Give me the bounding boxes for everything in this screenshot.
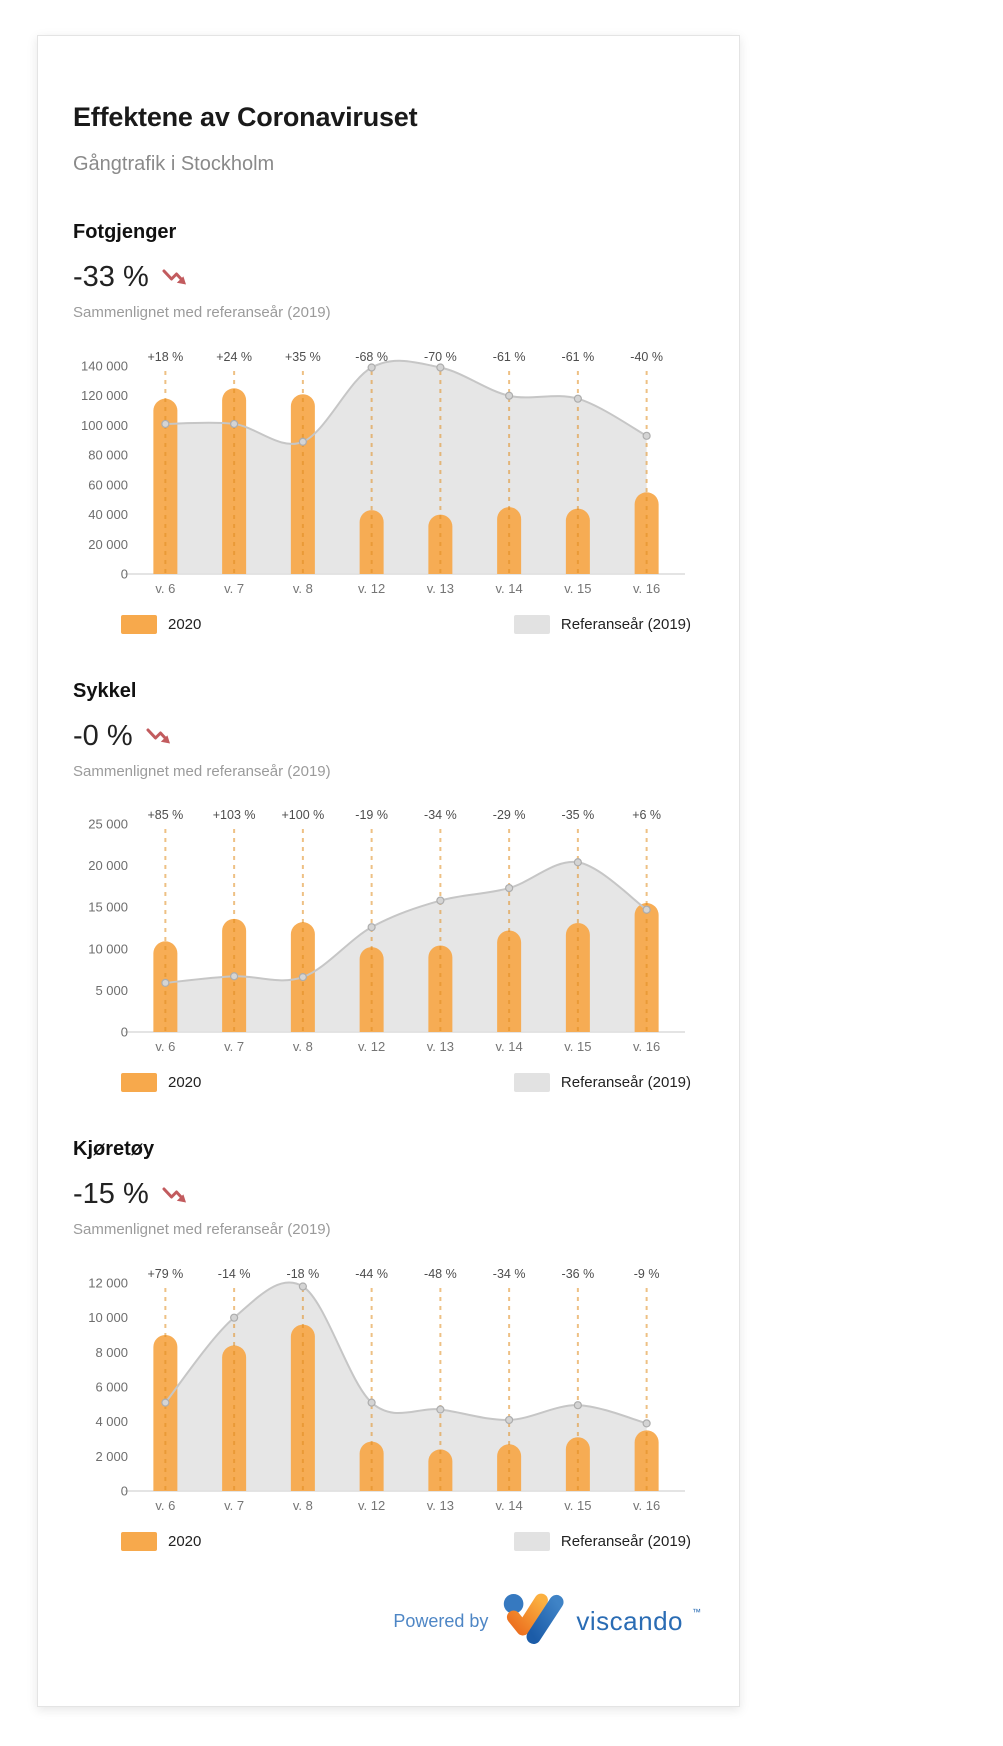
x-axis-label: v. 12 <box>358 1039 386 1055</box>
legend-label-reference: Referanseår (2019) <box>560 1532 691 1550</box>
x-axis-label: v. 12 <box>358 580 386 596</box>
legend-item-2020 <box>121 1073 201 1092</box>
reference-point[interactable] <box>368 1399 375 1406</box>
viscando-wordmark: viscando <box>576 1605 683 1636</box>
bar-2020[interactable] <box>360 1442 384 1491</box>
pct-change-label: -61 % <box>492 349 526 364</box>
pct-change-label: +79 % <box>147 1266 184 1281</box>
legend-item-reference <box>514 1073 691 1092</box>
section-heading: Kjøretøy <box>73 1138 155 1161</box>
reference-point[interactable] <box>162 980 169 987</box>
reference-point[interactable] <box>574 1402 581 1409</box>
section-heading: Fotgjenger <box>73 221 177 244</box>
change-row <box>73 721 705 753</box>
legend-swatch-2020 <box>121 615 157 634</box>
reference-point[interactable] <box>643 1420 650 1427</box>
legend-swatch-reference <box>514 1073 550 1092</box>
legend-swatch-reference <box>514 1532 550 1551</box>
trend-down-icon <box>145 725 172 748</box>
y-axis-label: 10 000 <box>88 1310 128 1326</box>
reference-point[interactable] <box>437 1406 444 1413</box>
x-axis-label: v. 6 <box>155 1039 176 1055</box>
pct-change-label: +24 % <box>216 349 253 364</box>
section-sykkel <box>73 680 705 1093</box>
y-axis-label: 6 000 <box>95 1379 128 1395</box>
Sykkel-plot <box>73 799 693 1059</box>
pct-change-label: -34 % <box>492 1266 526 1281</box>
pct-change-label: -18 % <box>286 1266 320 1281</box>
pct-change-label: +18 % <box>147 349 184 364</box>
legend <box>121 1532 691 1551</box>
x-axis-label: v. 16 <box>633 1039 661 1055</box>
pct-change-label: -36 % <box>561 1266 595 1281</box>
reference-point[interactable] <box>506 392 513 399</box>
pct-change-label: -44 % <box>355 1266 388 1281</box>
pct-change-label: +6 % <box>632 808 662 823</box>
pct-change-label: +100 % <box>281 808 325 823</box>
legend-label-2020: 2020 <box>168 615 202 633</box>
change-value: -33 % <box>73 261 149 294</box>
Kjøretøy-plot <box>73 1258 693 1518</box>
pct-change-label: -68 % <box>355 349 388 364</box>
bar-2020[interactable] <box>497 931 521 1033</box>
legend-item-2020 <box>121 615 201 634</box>
change-value: -0 % <box>73 719 133 752</box>
y-axis-label: 15 000 <box>88 900 128 916</box>
reference-point[interactable] <box>368 364 375 371</box>
y-axis-label: 8 000 <box>95 1344 128 1360</box>
viscando-logo <box>502 1591 568 1652</box>
viscando-brand-link[interactable] <box>502 1591 701 1652</box>
reference-point[interactable] <box>368 924 375 931</box>
y-axis-label: 5 000 <box>95 983 128 999</box>
reference-point[interactable] <box>299 1283 306 1290</box>
footer <box>73 1591 705 1652</box>
x-axis-label: v. 16 <box>633 580 661 596</box>
reference-point[interactable] <box>231 973 238 980</box>
x-axis-label: v. 13 <box>426 1039 454 1055</box>
kjoretoy-chart <box>73 1258 705 1518</box>
x-axis-label: v. 7 <box>224 1039 245 1055</box>
pct-change-label: +103 % <box>212 808 256 823</box>
legend-item-2020 <box>121 1532 201 1551</box>
legend-item-reference <box>514 1532 691 1551</box>
pct-change-label: -40 % <box>630 349 663 364</box>
bar-2020[interactable] <box>291 394 315 574</box>
pct-change-label: -29 % <box>492 808 526 823</box>
x-axis-label: v. 15 <box>564 580 592 596</box>
fotgjenger-chart <box>73 341 705 601</box>
sykkel-chart <box>73 799 705 1059</box>
pct-change-label: -19 % <box>355 808 388 823</box>
reference-point[interactable] <box>643 907 650 914</box>
legend <box>121 1073 691 1092</box>
x-axis-label: v. 8 <box>292 580 313 596</box>
x-axis-label: v. 7 <box>224 580 245 596</box>
y-axis-label: 0 <box>120 1024 128 1040</box>
x-axis-label: v. 12 <box>358 1497 386 1513</box>
comparison-note: Sammenlignet med referanseår (2019) <box>73 1221 331 1239</box>
legend-label-2020: 2020 <box>168 1074 202 1092</box>
section-kjoretoy <box>73 1138 705 1551</box>
section-heading: Sykkel <box>73 679 137 702</box>
x-axis-label: v. 14 <box>495 580 523 596</box>
reference-point[interactable] <box>162 1399 169 1406</box>
reference-point[interactable] <box>574 395 581 402</box>
x-axis-label: v. 16 <box>633 1497 661 1513</box>
y-axis-label: 60 000 <box>88 477 128 493</box>
y-axis-label: 12 000 <box>88 1275 128 1291</box>
x-axis-label: v. 15 <box>564 1039 592 1055</box>
trademark: ™ <box>692 1607 701 1618</box>
pct-change-label: -35 % <box>561 808 595 823</box>
x-axis-label: v. 6 <box>155 580 176 596</box>
reference-point[interactable] <box>231 1314 238 1321</box>
legend-label-reference: Referanseår (2019) <box>560 1074 691 1092</box>
x-axis-label: v. 8 <box>292 1497 313 1513</box>
y-axis-label: 20 000 <box>88 536 128 552</box>
comparison-note: Sammenlignet med referanseår (2019) <box>73 303 331 321</box>
reference-point[interactable] <box>437 364 444 371</box>
pct-change-label: -48 % <box>424 1266 457 1281</box>
legend <box>121 615 691 634</box>
reference-point[interactable] <box>574 859 581 866</box>
legend-item-reference <box>514 615 691 634</box>
reference-point[interactable] <box>506 1416 513 1423</box>
y-axis-label: 80 000 <box>88 447 128 463</box>
report-card <box>37 35 740 1707</box>
change-row <box>73 262 705 294</box>
y-axis-label: 140 000 <box>81 358 128 374</box>
reference-point[interactable] <box>162 420 169 427</box>
Fotgjenger-plot <box>73 341 693 601</box>
pct-change-label: -61 % <box>561 349 595 364</box>
pct-change-label: -70 % <box>424 349 457 364</box>
trend-down-icon <box>161 1184 188 1207</box>
legend-label-2020: 2020 <box>168 1532 202 1550</box>
pct-change-label: -14 % <box>217 1266 251 1281</box>
reference-point[interactable] <box>643 432 650 439</box>
reference-point[interactable] <box>506 885 513 892</box>
legend-swatch-2020 <box>121 1073 157 1092</box>
bar-2020[interactable] <box>153 1335 177 1491</box>
y-axis-label: 100 000 <box>81 417 128 433</box>
x-axis-label: v. 13 <box>426 1497 454 1513</box>
y-axis-label: 0 <box>120 566 128 582</box>
reference-point[interactable] <box>299 438 306 445</box>
comparison-note: Sammenlignet med referanseår (2019) <box>73 762 331 780</box>
reference-point[interactable] <box>437 897 444 904</box>
pct-change-label: +85 % <box>147 808 184 823</box>
x-axis-label: v. 8 <box>292 1039 313 1055</box>
x-axis-label: v. 6 <box>155 1497 176 1513</box>
y-axis-label: 0 <box>120 1483 128 1499</box>
bar-2020[interactable] <box>566 1437 590 1491</box>
x-axis-label: v. 15 <box>564 1497 592 1513</box>
x-axis-label: v. 13 <box>426 580 454 596</box>
report-title: Effektene av Coronaviruset <box>73 102 418 132</box>
powered-by-label: Powered by <box>393 1610 489 1631</box>
change-value: -15 % <box>73 1178 149 1211</box>
y-axis-label: 10 000 <box>88 941 128 957</box>
y-axis-label: 20 000 <box>88 858 128 874</box>
reference-point[interactable] <box>231 420 238 427</box>
legend-label-reference: Referanseår (2019) <box>560 615 691 633</box>
x-axis-label: v. 14 <box>495 1039 523 1055</box>
legend-swatch-reference <box>514 615 550 634</box>
y-axis-label: 25 000 <box>88 816 128 832</box>
change-row <box>73 1179 705 1211</box>
y-axis-label: 4 000 <box>95 1414 128 1430</box>
y-axis-label: 40 000 <box>88 506 128 522</box>
x-axis-label: v. 7 <box>224 1497 245 1513</box>
pct-change-label: -34 % <box>424 808 457 823</box>
x-axis-label: v. 14 <box>495 1497 523 1513</box>
reference-point[interactable] <box>299 974 306 981</box>
y-axis-label: 120 000 <box>81 387 128 403</box>
y-axis-label: 2 000 <box>95 1448 128 1464</box>
trend-down-icon <box>161 266 188 289</box>
section-fotgjenger <box>73 221 705 634</box>
pct-change-label: -9 % <box>633 1266 660 1281</box>
report-subtitle: Gångtrafik i Stockholm <box>73 153 275 176</box>
legend-swatch-2020 <box>121 1532 157 1551</box>
pct-change-label: +35 % <box>284 349 321 364</box>
